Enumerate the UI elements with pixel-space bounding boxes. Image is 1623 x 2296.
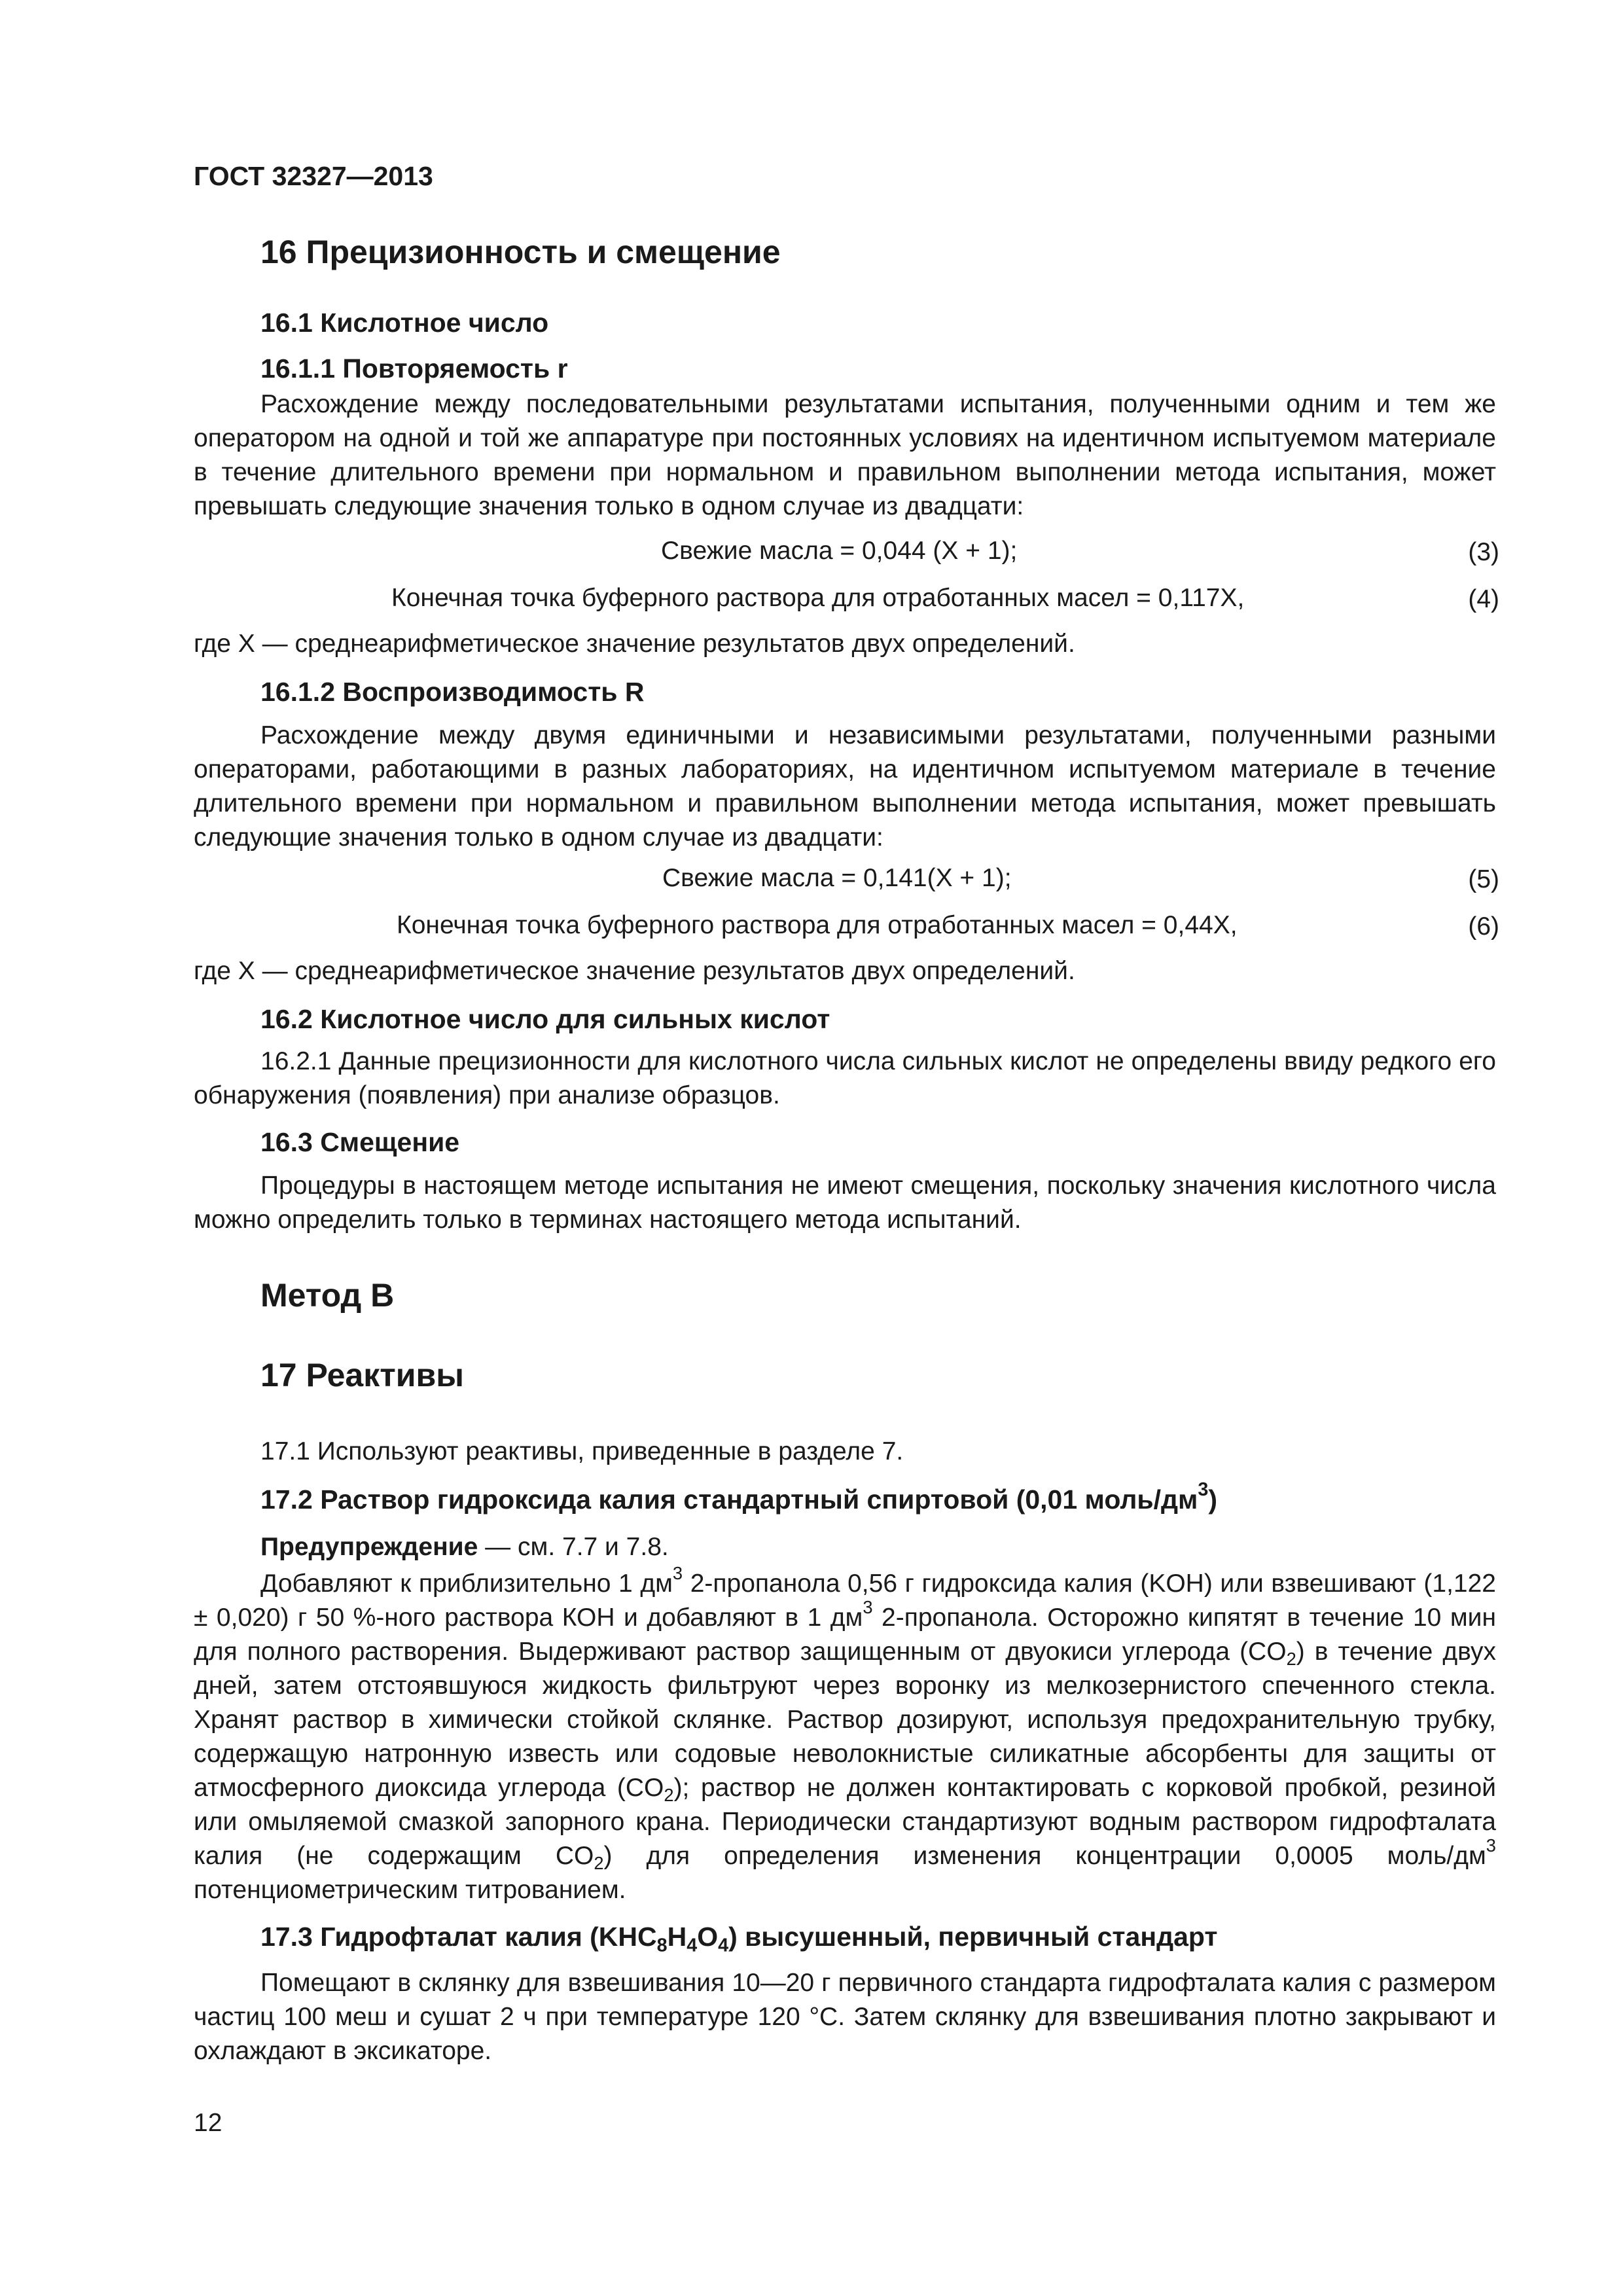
equation-3-number: (3)	[1468, 538, 1499, 566]
where-clause-2: где X — среднеарифметическое значение результатов двух определений.	[194, 957, 1075, 985]
paragraph-repeatability: Расхождение между последовательными результатами испытания, полученными одним и тем же оператором на одной и той же аппаратуре при постоянных условиях на идентичном испытуемом материале в течение длительного времени при нормальном и правильном выполнении метода испытания, может превышать следующие значения только в одном случае из двадцати:	[194, 390, 1496, 520]
equation-5-number: (5)	[1468, 865, 1499, 893]
warning-line: Предупреждение — см. 7.7 и 7.8.	[260, 1533, 669, 1561]
equation-6-number: (6)	[1468, 912, 1499, 941]
section-17-2-heading: 17.2 Раствор гидроксида калия стандартный спиртовой (0,01 моль/$дм^3$)	[260, 1479, 1217, 1515]
paragraph-17-2-procedure: Добавляют к приблизительно 1 $дм^3$ 2-пропанола 0,56 г гидроксида калия (KOH) или взвешивают (1,122 ± 0,020) г 50 %-ного раствора КОН и добавляют в 1 $дм^3$ 2-пропанола. Осторожно кипятят в течение 10 мин для полного растворения. Выдерживают раствор защищенным от двуокиси углерода $(CO_2)$ в течение двух дней, затем отстоявшуюся жидкость фильтруют через воронку из мелкозернистого спеченного стекла. Хранят раствор в химически стойкой склянке. Раствор дозируют, используя предохранительную трубку, содержащую натронную известь или содовые неволокнистые силикатные абсорбенты для защиты от атмосферного диоксида углерода $(CO_2)$; раствор не должен контактировать с корковой пробкой, резиной или омыляемой смазкой запорного крана. Периодически стандартизуют водным раствором гидрофталата калия (не содержащим $CO_2$) для определения изменения концентрации 0,0005 моль/$дм^3$ потенциометрическим титрованием.	[194, 1562, 1496, 1904]
paragraph-16-2-1: 16.2.1 Данные прецизионности для кислотного числа сильных кислот не определены ввиду редкого его обнаружения (появления) при анализе образцов.	[194, 1047, 1496, 1109]
section-17-heading: 17 Реактивы	[260, 1357, 464, 1393]
paragraph-reproducibility: Расхождение между двумя единичными и независимыми результатами, полученными разными операторами, работающими в разных лабораториях, на идентичном испытуемом материале в течение длительного времени при нормальном и правильном выполнении метода испытания, может превышать следующие значения только в одном случае из двадцати:	[194, 721, 1496, 852]
where-clause-1: где X — среднеарифметическое значение результатов двух определений.	[194, 630, 1075, 658]
equation-3: Свежие масла = 0,044 (X + 1);	[661, 537, 1018, 565]
section-16-2-heading: 16.2 Кислотное число для сильных кислот	[260, 1004, 830, 1034]
warning-label: Предупреждение	[260, 1533, 478, 1561]
method-b-heading: Метод В	[260, 1277, 395, 1314]
equation-4-number: (4)	[1468, 585, 1499, 613]
section-16-1-heading: 16.1 Кислотное число	[260, 308, 549, 338]
equation-6: Конечная точка буферного раствора для отработанных масел = 0,44X,	[397, 911, 1238, 939]
equation-4: Конечная точка буферного раствора для отработанных масел = 0,117X,	[391, 584, 1245, 612]
page-number: 12	[194, 2109, 223, 2137]
section-17-3-heading: 17.3 Гидрофталат калия $(KHC_8H_4O_4)$ высушенный, первичный стандарт	[260, 1922, 1218, 1956]
section-16-1-2-heading: 16.1.2 Воспроизводимость R	[260, 677, 645, 707]
paragraph-17-3: Помещают в склянку для взвешивания 10—20 г первичного стандарта гидрофталата калия с размером частиц 100 меш и сушат 2 ч при температуре 120 °С. Затем склянку для взвешивания плотно закрывают и охлаждают в эксикаторе.	[194, 1969, 1496, 2065]
section-16-heading: 16 Прецизионность и смещение	[260, 234, 781, 270]
paragraph-17-1: 17.1 Используют реактивы, приведенные в разделе 7.	[260, 1437, 904, 1465]
paragraph-bias: Процедуры в настоящем методе испытания не имеют смещения, поскольку значения кислотного числа можно определить только в терминах настоящего метода испытаний.	[194, 1172, 1496, 1234]
standard-id: ГОСТ 32327—2013	[194, 161, 433, 191]
equation-5: Свежие масла = 0,141(X + 1);	[662, 864, 1012, 892]
section-16-1-1-heading: 16.1.1 Повторяемость r	[260, 353, 568, 384]
section-16-3-heading: 16.3 Смещение	[260, 1127, 460, 1157]
